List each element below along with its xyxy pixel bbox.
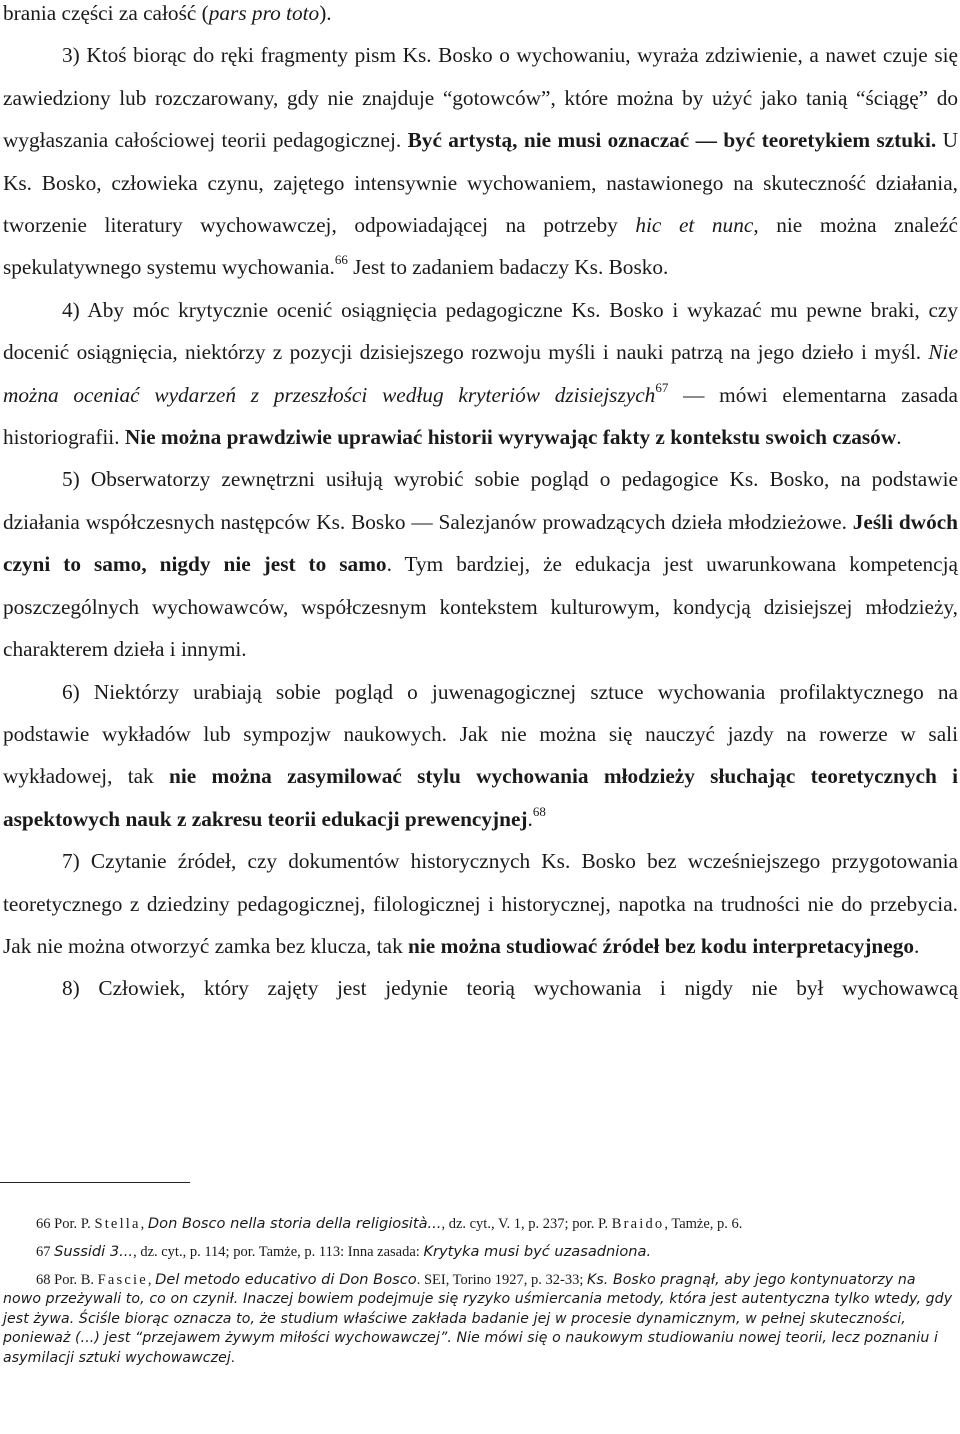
text-run: , Tamże, p. 6. xyxy=(664,1216,743,1232)
text-run: U Ks. Bosko, człowieka czynu, zajętego intensywnie wychowaniem, nastawionego na skuteczność działania, tworzenie literatury wychowawczej, odpowiadającej na potrzeby xyxy=(3,128,958,238)
text-run: 6) Niektórzy urabiają sobie pogląd o juwenagogicznej sztuce wychowania profilaktycznego na podstawie wykładów lub sympozjw naukowych. Jak nie można się nauczyć jazdy na rowerze w sali wykładowej, tak xyxy=(3,679,958,789)
footnotes xyxy=(3,1214,958,1368)
footnote-reference[interactable]: 66 xyxy=(334,252,348,268)
footnote-68 xyxy=(3,1270,958,1368)
italic-phrase: pars pro toto xyxy=(208,1,320,25)
book-title: Sussidi 3... xyxy=(54,1243,134,1260)
text-run: 8) Człowiek, który zajęty jest jedynie teorią wychowania i nigdy nie był wychowawcą xyxy=(62,976,958,1001)
text-run: 68 Por. B. xyxy=(36,1272,98,1288)
text-run: , xyxy=(147,1272,156,1288)
italic-phrase: Nie można oceniać wydarzeń z przeszłości według kryteriów dzisiejszych xyxy=(3,340,958,407)
text-run: , dz. cyt., p. 114; por. Tamże, p. 113: Inna zasada: xyxy=(133,1244,424,1260)
text-run: . xyxy=(896,425,902,450)
text-run: 66 Por. P. xyxy=(36,1216,95,1232)
text-run: 5) Obserwatorzy zewnętrzni usiłują wyrobić sobie pogląd o pedagogice Ks. Bosko, na podstawie działania współczesnych następców Ks. Bosko — Salezjanów prowadzących dzieła młodzieżowe. xyxy=(3,467,958,534)
text-run: 3) Ktoś biorąc do ręki fragmenty pism Ks. Bosko o wychowaniu, wyraża zdziwienie, a nawet czuje się zawiedziony lub rozczarowany, gdy nie znajduje “gotowców”, które można by użyć jako tanią “ściągę” do wygłaszania całościowej teorii pedagogicznej. xyxy=(3,43,958,153)
paragraph-point-8 xyxy=(3,967,958,1009)
paragraph-point-7 xyxy=(3,840,958,967)
text-run: ). xyxy=(319,1,332,25)
footnote-reference[interactable]: 67 xyxy=(655,379,669,395)
text-run: , dz. cyt., V. 1, p. 237; por. P. xyxy=(441,1216,612,1232)
author-name: Braido xyxy=(611,1216,665,1232)
bold-phrase: Nie można prawdziwie uprawiać historii wyrywając fakty z kontekstu swoich czasów xyxy=(124,425,897,450)
text-run: . xyxy=(914,933,920,958)
footnote-separator xyxy=(0,1182,190,1183)
author-name: Stella xyxy=(94,1216,141,1232)
text-run: Jest to zadaniem badaczy Ks. Bosko. xyxy=(347,255,669,280)
text-run: . xyxy=(527,806,533,831)
bold-phrase: Jeśli dwóch czyni to samo, nigdy nie jest to samo xyxy=(3,509,959,577)
text-run: , nie można znaleźć spekulatywnego systemu wychowania. xyxy=(3,213,958,280)
quoted-principle: Krytyka musi być uzasadniona. xyxy=(423,1243,652,1260)
paragraph-continuation xyxy=(3,0,958,34)
book-title: Del metodo educativo di Don Bosco xyxy=(155,1271,417,1288)
bold-phrase: Być artystą, nie musi oznaczać — być teoretykiem sztuki. xyxy=(407,128,937,153)
bold-phrase: nie można studiować źródeł bez kodu interpretacyjnego xyxy=(408,933,915,958)
italic-phrase: hic et nunc xyxy=(635,213,754,238)
text-run: — mówi elementarna zasada historiografii. xyxy=(3,382,958,450)
text-run: . xyxy=(230,1349,235,1366)
paragraph-point-5 xyxy=(3,458,958,670)
paragraph-point-3 xyxy=(3,34,958,288)
author-name: Fascie xyxy=(97,1272,148,1288)
paragraph-point-4 xyxy=(3,289,958,459)
main-text xyxy=(3,0,958,1010)
text-run: 4) Aby móc krytycznie ocenić osiągnięcia pedagogiczne Ks. Bosko i wykazać mu pewne braki, czy docenić osiągnięcia, niektórzy z pozycji dzisiejszego rozwoju myśli i nauki patrzą na jego dzieło i myśl. xyxy=(3,297,958,365)
text-run: 67 xyxy=(36,1244,55,1260)
paragraph-point-6 xyxy=(3,671,958,841)
text-run: . Tym bardziej, że edukacja jest uwarunkowana kompetencją poszczególnych wychowawców, współczesnym kontekstem kulturowym, kondycją dzisiejszej młodzieży, charakterem dzieła i innymi. xyxy=(3,552,958,662)
book-title: Don Bosco nella storia della religiosità... xyxy=(147,1215,442,1232)
footnote-66 xyxy=(3,1214,958,1234)
text-run: 7) Czytanie źródeł, czy dokumentów historycznych Ks. Bosko bez wcześniejszego przygotowania teoretycznego z dziedziny pedagogicznej, filologicznej i historycznej, napotka na trudności nie do przebycia. Jak nie można otworzyć zamka bez klucza, tak xyxy=(3,849,958,958)
text-run: brania części za całość ( xyxy=(3,1,209,25)
text-run: , xyxy=(140,1216,148,1232)
quoted-passage: Ks. Bosko pragnął, aby jego kontynuatorzy na nowo przeżywali to, co on czynił. Inaczej bowiem podejmuje się ryzyko uśmiercania metody, która jest autentyczna tylko wtedy, gdy jest żywa. Ściśle biorąc oznacza to, że studium właściwe zakłada badanie jej w procesie dynamicznym, w pełnej skuteczności, ponieważ (...) jest “przejawem żywym miłości wychowawczej”. Nie mówi się o naukowym studiowaniu nowej teorii, lecz poznaniu i asymilacji sztuki wychowawczej xyxy=(3,1272,953,1366)
footnote-reference[interactable]: 68 xyxy=(532,803,546,819)
text-run: . SEI, Torino 1927, p. 32-33; xyxy=(416,1272,587,1288)
footnote-67 xyxy=(3,1242,958,1262)
bold-phrase: nie można zasymilować stylu wychowania młodzieży słuchając teoretycznych i aspektowych nauk z zakresu teorii edukacji prewencyjnej xyxy=(3,764,958,831)
